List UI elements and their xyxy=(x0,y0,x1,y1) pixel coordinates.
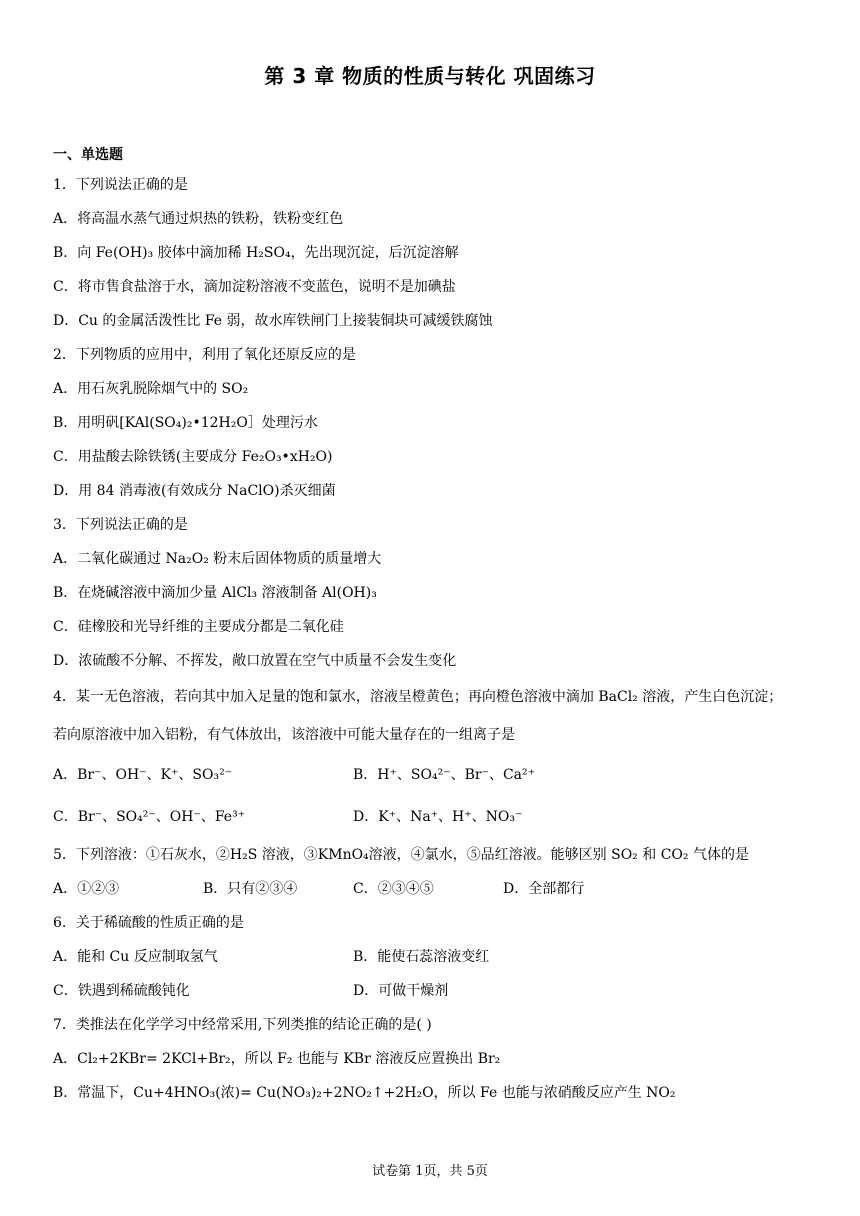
option-b: B．向 Fe(OH)₃ 胶体中滴加稀 H₂SO₄，先出现沉淀，后沉淀溶解 xyxy=(53,245,459,261)
question-stem: 5．下列溶液：①石灰水，②H₂S 溶液，③KMnO₄溶液，④氯水，⑤品红溶液。能够区别 SO₂ 和 CO₂ 气体的是 xyxy=(53,847,749,863)
page-title: 第 3 章 物质的性质与转化 巩固练习 xyxy=(264,64,596,88)
option-c: C．②③④⑤ xyxy=(353,881,434,897)
question-stem: 2．下列物质的应用中，利用了氧化还原反应的是 xyxy=(53,347,356,363)
option-a: A．二氧化碳通过 Na₂O₂ 粉末后固体物质的质量增大 xyxy=(53,551,382,567)
section-heading: 一、单选题 xyxy=(53,147,123,163)
question-2 xyxy=(53,338,813,508)
option-c: C．硅橡胶和光导纤维的主要成分都是二氧化硅 xyxy=(53,619,344,635)
option-a: A．将高温水蒸气通过炽热的铁粉，铁粉变红色 xyxy=(53,211,344,227)
option-row xyxy=(53,796,813,838)
question-body xyxy=(53,142,813,1110)
option-d: D．可做干燥剂 xyxy=(353,983,449,999)
question-stem: 4．某一无色溶液，若向其中加入足量的饱和氯水，溶液呈橙黄色；再向橙色溶液中滴加 BaCl₂ 溶液，产生白色沉淀； xyxy=(53,689,783,705)
question-stem-continued: 若向原溶液中加入铝粉，有气体放出，该溶液中可能大量存在的一组离子是 xyxy=(53,727,515,743)
option-b: B．能使石蕊溶液变红 xyxy=(353,949,490,965)
option-c: C．铁遇到稀硫酸钝化 xyxy=(53,983,190,999)
question-5 xyxy=(53,838,813,906)
option-c: C．用盐酸去除铁锈(主要成分 Fe₂O₃•xH₂O) xyxy=(53,449,333,465)
option-row xyxy=(53,940,813,974)
page-footer: 试卷第 1页，共 5页 xyxy=(372,1164,488,1179)
question-stem: 3．下列说法正确的是 xyxy=(53,517,188,533)
question-7 xyxy=(53,1008,813,1110)
option-c: C．将市售食盐溶于水，滴加淀粉溶液不变蓝色，说明不是加碘盐 xyxy=(53,279,456,295)
option-b: B．H⁺、SO₄²⁻、Br⁻、Ca²⁺ xyxy=(353,767,535,783)
option-a: A．Br⁻、OH⁻、K⁺、SO₃²⁻ xyxy=(53,767,233,783)
question-stem: 1．下列说法正确的是 xyxy=(53,177,188,193)
option-b: B．在烧碱溶液中滴加少量 AlCl₃ 溶液制备 Al(OH)₃ xyxy=(53,585,377,601)
option-d: D．用 84 消毒液(有效成分 NaClO)杀灭细菌 xyxy=(53,483,336,499)
option-b: B．常温下，Cu+4HNO₃(浓)= Cu(NO₃)₂+2NO₂↑+2H₂O，所以 Fe 也能与浓硝酸反应产生 NO₂ xyxy=(53,1085,676,1101)
question-stem: 6．关于稀硫酸的性质正确的是 xyxy=(53,915,244,931)
option-a: A．用石灰乳脱除烟气中的 SO₂ xyxy=(53,381,249,397)
option-row xyxy=(53,872,813,906)
option-row xyxy=(53,974,813,1008)
option-row xyxy=(53,754,813,796)
question-3 xyxy=(53,508,813,678)
option-a: A．能和 Cu 反应制取氢气 xyxy=(53,949,218,965)
option-d: D．全部都行 xyxy=(503,881,585,897)
option-a: A．①②③ xyxy=(53,881,120,897)
option-d: D．Cu 的金属活泼性比 Fe 弱，故水库铁闸门上接装铜块可减缓铁腐蚀 xyxy=(53,313,493,329)
option-d: D．浓硫酸不分解、不挥发，敞口放置在空气中质量不会发生变化 xyxy=(53,653,457,669)
option-c: C．Br⁻、SO₄²⁻、OH⁻、Fe³⁺ xyxy=(53,809,246,825)
option-d: D．K⁺、Na⁺、H⁺、NO₃⁻ xyxy=(353,809,523,825)
option-b: B．只有②③④ xyxy=(203,881,298,897)
option-b: B．用明矾[KAl(SO₄)₂•12H₂O］处理污水 xyxy=(53,415,318,431)
question-stem: 7．类推法在化学学习中经常采用,下列类推的结论正确的是( ) xyxy=(53,1017,432,1033)
question-4 xyxy=(53,678,813,838)
question-1 xyxy=(53,168,813,338)
option-a: A．Cl₂+2KBr= 2KCl+Br₂，所以 F₂ 也能与 KBr 溶液反应置换出 Br₂ xyxy=(53,1051,501,1067)
question-6 xyxy=(53,906,813,1008)
